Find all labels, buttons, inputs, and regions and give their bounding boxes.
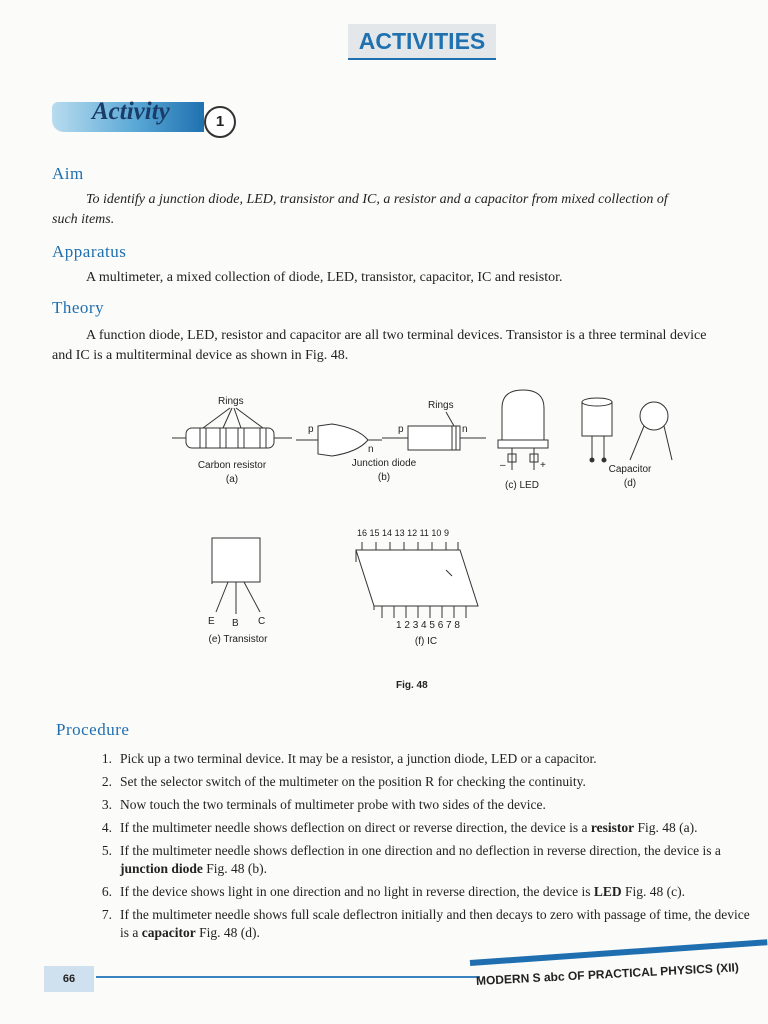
capacitor-label: Capacitor (608, 464, 652, 475)
page-header-title: ACTIVITIES (348, 24, 496, 58)
step-number: 5. (101, 843, 112, 858)
figure-d-label: (d) (623, 478, 637, 489)
step-text-post: Fig. 48 (c). (621, 884, 686, 899)
figure-b-label: (b) (377, 472, 391, 483)
step-number: 2. (101, 774, 112, 789)
capacitor-disc-drawing (630, 402, 672, 460)
ic-bottom-pins-label: 1 2 3 4 5 6 7 8 (396, 620, 460, 631)
apparatus-text (52, 268, 752, 288)
aim-text-line2: such items. (52, 212, 115, 227)
footer-divider (96, 976, 480, 978)
figure-48 (0, 380, 768, 710)
activity-label: Activity (92, 98, 170, 125)
transistor-base-label: B (232, 618, 239, 629)
diode-p-right-label: p (398, 424, 404, 435)
activity-number: 1 (204, 106, 236, 138)
figure-c-led-label: (c) LED (505, 480, 539, 491)
figure-f-ic-label: (f) IC (414, 636, 438, 647)
theory-text-line2: and IC is a multiterminal device as shown in Fig. 48. (52, 348, 349, 363)
procedure-list (88, 750, 760, 947)
procedure-step (88, 842, 760, 878)
step-text-pre: If the multimeter needle shows full scale deflectron initially and then decays to zero with passage of time, the device is a (120, 907, 750, 940)
page-number: 66 (44, 966, 94, 992)
led-drawing (498, 390, 548, 470)
led-plus-label: + (540, 460, 546, 471)
diode-p-left-label: p (308, 424, 314, 435)
step-number: 1. (101, 751, 112, 766)
apparatus-text-content: A multimeter, a mixed collection of diode, LED, transistor, capacitor, IC and resistor. (86, 270, 563, 285)
aim-text (52, 190, 752, 230)
procedure-step (88, 819, 760, 837)
step-text-pre: If the multimeter needle shows deflection on direct or reverse direction, the device is a (120, 820, 591, 835)
theory-text (52, 326, 752, 366)
procedure-step (88, 773, 760, 791)
ic-top-pins-label: 16 15 14 13 12 11 10 9 (357, 528, 449, 538)
transistor-emitter-label: E (208, 616, 215, 627)
step-number: 7. (101, 907, 112, 922)
junction-diode-label: Junction diode (351, 458, 417, 469)
procedure-step (88, 750, 760, 768)
figure-a-label: (a) (225, 474, 239, 485)
procedure-step (88, 796, 760, 814)
step-text-bold: capacitor (141, 925, 196, 940)
procedure-step (88, 906, 760, 942)
book-title: MODERN S abc OF PRACTICAL PHYSICS (XII) (475, 960, 740, 988)
step-text-post: Fig. 48 (b). (202, 861, 268, 876)
header-underline (348, 58, 496, 60)
diode-n-right-label: n (462, 424, 468, 435)
step-number: 3. (101, 797, 112, 812)
theory-text-line1: A function diode, LED, resistor and capacitor are all two terminal devices. Transistor is a three terminal device (86, 328, 707, 343)
transistor-collector-label: C (258, 616, 266, 627)
step-text-bold: junction diode (120, 861, 203, 876)
step-text-post: Fig. 48 (a). (634, 820, 698, 835)
figure-drawing (0, 380, 768, 710)
figure-e-transistor-label: (e) Transistor (208, 634, 268, 645)
carbon-resistor-label: Carbon resistor (197, 460, 267, 471)
diode-n-left-label: n (368, 444, 374, 455)
ic-drawing (356, 542, 478, 618)
led-minus-label: – (500, 460, 506, 471)
resistor-rings-label: Rings (218, 396, 244, 407)
aim-heading: Aim (52, 164, 84, 183)
step-text-pre: If the device shows light in one direction and no light in reverse direction, the device is (120, 884, 594, 899)
carbon-resistor-drawing (172, 408, 292, 448)
diode-rings-label: Rings (428, 400, 454, 411)
step-text: Pick up a two terminal device. It may be a resistor, a junction diode, LED or a capacitor. (120, 751, 597, 766)
procedure-step (88, 883, 760, 901)
transistor-drawing (212, 538, 260, 614)
capacitor-cylinder-drawing (582, 398, 612, 462)
step-number: 4. (101, 820, 112, 835)
step-text-bold: LED (593, 884, 622, 899)
step-text-bold: resistor (590, 820, 635, 835)
step-text: Now touch the two terminals of multimeter probe with two sides of the device. (120, 797, 546, 812)
step-text: Set the selector switch of the multimeter on the position R for checking the continuity. (120, 774, 586, 789)
apparatus-heading: Apparatus (52, 242, 127, 261)
step-number: 6. (101, 884, 112, 899)
aim-text-line1: To identify a junction diode, LED, transistor and IC, a resistor and a capacitor from mixed collection of (86, 192, 668, 207)
step-text-post: Fig. 48 (d). (195, 925, 260, 940)
figure-caption: Fig. 48 (396, 680, 428, 691)
theory-heading: Theory (52, 298, 105, 317)
step-text-pre: If the multimeter needle shows deflection in one direction and no deflection in reverse direction, the device is a (120, 843, 721, 858)
procedure-heading: Procedure (56, 720, 130, 739)
